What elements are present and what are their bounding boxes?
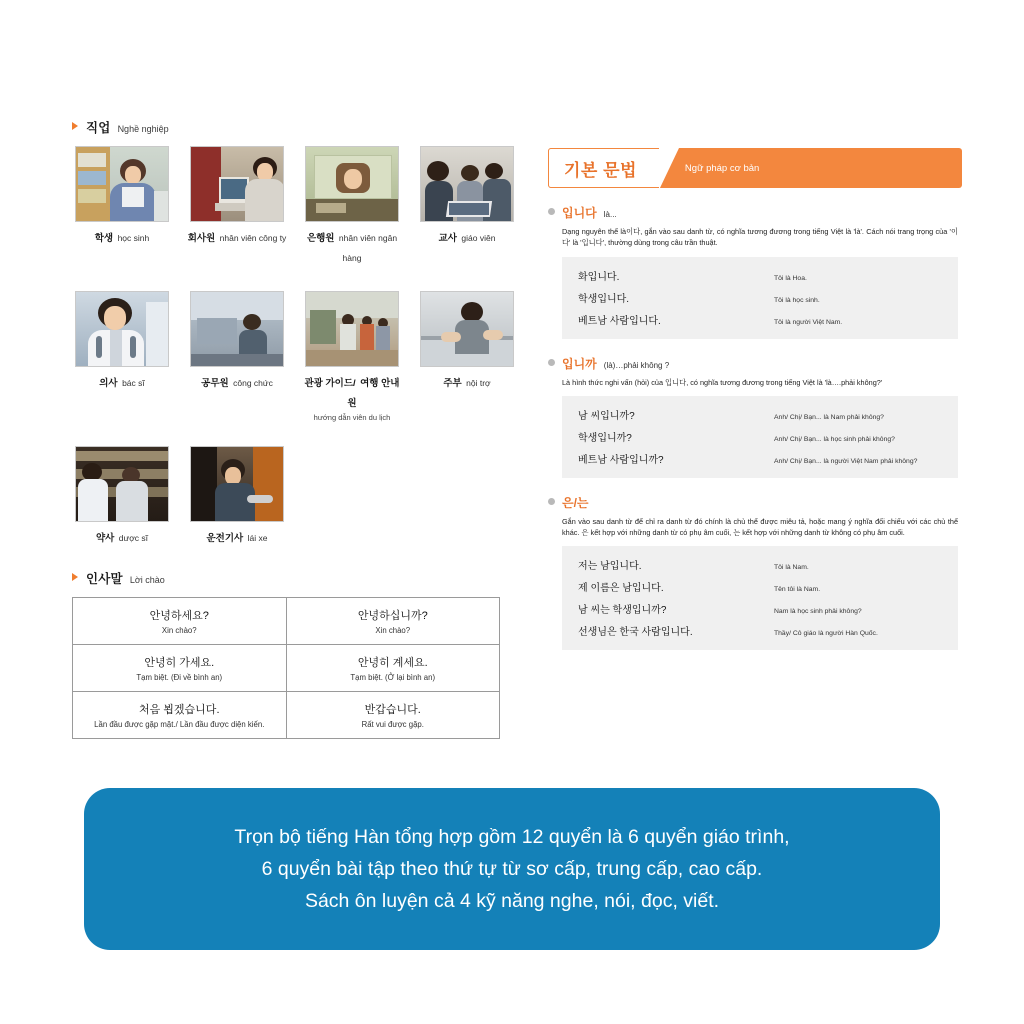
- greetings-table: [72, 597, 500, 739]
- job-label-korean: 회사원: [187, 233, 216, 244]
- job-label-korean: 관광 가이드/: [304, 378, 356, 389]
- greeting-cell: [286, 598, 500, 645]
- greeting-korean: 안녕히 가세요.: [144, 657, 215, 670]
- jobs-section-heading: [72, 118, 512, 136]
- example-vietnamese: Anh/ Chị/ Bạn... là Nam phải không?: [774, 413, 884, 421]
- job-photo-doctor: [75, 291, 169, 367]
- example-korean: 남 씨입니까?: [578, 410, 635, 422]
- job-caption: [439, 227, 496, 247]
- greeting-cell: [286, 692, 500, 739]
- job-label-korean: 교사: [438, 233, 457, 244]
- job-photo-bank-clerk: [305, 146, 399, 222]
- greeting-vietnamese: Xin chào?: [161, 626, 197, 636]
- grammar-keyword: 입니다: [562, 206, 597, 220]
- greeting-cell: [73, 645, 287, 692]
- left-column: [72, 118, 512, 739]
- job-item: [72, 291, 172, 422]
- promo-line-3: Sách ôn luyện cả 4 kỹ năng nghe, nói, đọc, viết.: [304, 890, 720, 913]
- example-row: [578, 601, 944, 616]
- promo-banner: [84, 788, 940, 950]
- example-vietnamese: Tôi là học sinh.: [774, 296, 820, 304]
- grammar-keyword: 입니까: [562, 356, 597, 371]
- job-item: [302, 146, 402, 267]
- example-row: [578, 312, 944, 327]
- grammar-banner: [548, 148, 962, 188]
- job-label-korean: 학생: [94, 233, 114, 244]
- job-label-korean: 주부: [443, 378, 462, 389]
- grammar-item-title: [548, 494, 962, 511]
- job-photo-pharmacist: [75, 446, 169, 522]
- greeting-vietnamese: Xin chào?: [375, 626, 411, 636]
- example-vietnamese: Anh/ Chị/ Bạn... là người Việt Nam phải không?: [774, 457, 918, 465]
- greeting-vietnamese: Lần đầu được gặp mặt./ Lần đầu được diện kiến.: [94, 720, 265, 730]
- jobs-heading-vietnamese: Nghề nghiệp: [117, 124, 169, 134]
- job-label-vietnamese: dược sĩ: [118, 533, 149, 544]
- grammar-banner-korean: 기본 문법: [564, 160, 637, 180]
- job-photo-tour-guide: [305, 291, 399, 367]
- example-korean: 제 이름은 남입니다.: [578, 583, 664, 595]
- jobs-grid: [72, 146, 512, 547]
- job-label-korean: 운전기사: [206, 533, 244, 545]
- job-caption: [95, 227, 149, 247]
- example-korean: 남 씨는 학생입니까?: [578, 605, 667, 617]
- job-caption: [302, 372, 402, 422]
- job-item: [187, 446, 287, 547]
- example-korean: 베트남 사람입니다.: [578, 315, 661, 327]
- greeting-korean: 안녕하세요?: [149, 610, 209, 623]
- greeting-korean: 안녕히 계세요.: [357, 657, 428, 670]
- job-label-vietnamese: công chức: [233, 378, 273, 388]
- table-row: [73, 645, 500, 692]
- promo-banner-text: [234, 821, 789, 918]
- grammar-item-title: [548, 204, 962, 221]
- job-item: [187, 146, 287, 267]
- example-korean: 선생님은 한국 사람입니다.: [578, 627, 693, 639]
- example-row: [578, 429, 944, 444]
- greeting-cell: [286, 645, 500, 692]
- job-label-vietnamese: bác sĩ: [122, 378, 145, 388]
- job-label-vietnamese: hướng dẫn viên du lịch: [313, 413, 391, 422]
- promo-line-2: 6 quyển bài tập theo thứ tự từ sơ cấp, trung cấp, cao cấp.: [261, 857, 763, 880]
- triangle-bullet-icon: [72, 573, 78, 581]
- example-vietnamese: Tôi là người Việt Nam.: [774, 318, 843, 326]
- example-row: [578, 557, 944, 572]
- example-row: [578, 290, 944, 305]
- greetings-section-heading: [72, 569, 512, 587]
- triangle-bullet-icon: [72, 122, 78, 130]
- job-label-korean: 공무원: [201, 378, 229, 389]
- example-vietnamese: Anh/ Chị/ Bạn... là học sinh phải không?: [774, 435, 895, 443]
- greetings-heading-vietnamese: Lời chào: [129, 575, 165, 586]
- example-korean: 학생입니다.: [578, 293, 630, 305]
- right-column: [548, 148, 962, 650]
- greeting-korean: 안녕하십니까?: [357, 610, 428, 623]
- grammar-description: Gắn vào sau danh từ để chỉ ra danh từ đó chính là chủ thể được miêu tả, hoặc mang ý nghĩa đối chiếu với các chủ thể khác. 은 kết hợp với những danh từ có phụ âm cuối, 는 kết hợp với những danh từ không có phụ âm cuối.: [562, 516, 958, 538]
- grammar-item: [548, 355, 962, 478]
- grammar-examples-box: [562, 257, 958, 339]
- job-label-korean: 의사: [99, 378, 118, 389]
- greetings-section: [72, 569, 512, 739]
- job-caption: [188, 227, 287, 247]
- job-photo-student: [75, 146, 169, 222]
- example-vietnamese: Thầy/ Cô giáo là người Hàn Quốc.: [774, 630, 878, 638]
- grammar-note: là...: [603, 210, 617, 219]
- example-korean: 화입니다.: [578, 271, 620, 283]
- job-caption: [96, 527, 148, 547]
- grammar-examples-box: [562, 396, 958, 478]
- job-photo-driver: [190, 446, 284, 522]
- job-caption: [201, 372, 273, 392]
- greeting-cell: [73, 692, 287, 739]
- job-item: [72, 146, 172, 267]
- job-caption: [443, 372, 490, 392]
- job-label-korean: 은행원: [306, 233, 335, 244]
- job-photo-teacher: [420, 146, 514, 222]
- example-row: [578, 451, 944, 466]
- job-item: [72, 446, 172, 547]
- job-photo-office-worker: [190, 146, 284, 222]
- greeting-korean: 처음 뵙겠습니다.: [139, 704, 220, 717]
- example-korean: 학생입니까?: [578, 432, 632, 444]
- job-item: [417, 146, 517, 267]
- job-label-vietnamese: lái xe: [247, 533, 268, 544]
- example-row: [578, 268, 944, 283]
- example-vietnamese: Tôi là Nam.: [774, 564, 809, 572]
- bullet-dot-icon: [548, 498, 555, 505]
- table-row: [73, 692, 500, 739]
- grammar-description: Dạng nguyên thể là이다, gắn vào sau danh từ, có nghĩa tương đương trong tiếng Việt là 'là'. Cách nói trang trọng của '이다' là '입니다', thường dùng trong câu trần thuật.: [562, 227, 958, 248]
- job-label-korean: 약사: [95, 533, 115, 545]
- job-item: [302, 291, 402, 422]
- bullet-dot-icon: [548, 208, 555, 215]
- greeting-cell: [73, 598, 287, 645]
- greeting-vietnamese: Rất vui được gặp.: [361, 720, 424, 730]
- example-vietnamese: Nam là học sinh phải không?: [774, 608, 862, 616]
- example-korean: 베트남 사람입니까?: [578, 454, 664, 466]
- grammar-item: [548, 204, 962, 339]
- example-row: [578, 623, 944, 638]
- job-caption: [206, 527, 267, 547]
- job-photo-civil-servant: [190, 291, 284, 367]
- job-label-vietnamese: học sinh: [117, 233, 150, 243]
- example-korean: 저는 남입니다.: [578, 561, 642, 573]
- greeting-korean: 반갑습니다.: [364, 704, 421, 717]
- grammar-item-title: [548, 355, 962, 372]
- bullet-dot-icon: [548, 359, 555, 366]
- greetings-heading-korean: 인사말: [86, 572, 123, 587]
- job-label-korean-2: 여행 안내원: [347, 378, 400, 409]
- grammar-item: [548, 494, 962, 651]
- example-vietnamese: Tôi là Hoa.: [774, 274, 807, 282]
- greeting-vietnamese: Tạm biệt. (Ở lại bình an): [350, 673, 436, 683]
- grammar-keyword: 은/는: [562, 495, 589, 510]
- grammar-examples-box: [562, 546, 958, 650]
- job-label-vietnamese: nội trợ: [466, 378, 491, 388]
- example-row: [578, 407, 944, 422]
- job-caption: [99, 372, 145, 392]
- grammar-note: (là)…phải không ?: [603, 360, 670, 370]
- grammar-banner-vietnamese: Ngữ pháp cơ bản: [684, 162, 760, 174]
- promo-line-1: Trọn bộ tiếng Hàn tổng hợp gồm 12 quyển là 6 quyển giáo trình,: [234, 825, 790, 848]
- job-label-vietnamese: nhân viên công ty: [219, 233, 287, 243]
- greeting-vietnamese: Tạm biệt. (Đi về bình an): [136, 673, 223, 683]
- job-item: [417, 291, 517, 422]
- table-row: [73, 598, 500, 645]
- job-item: [187, 291, 287, 422]
- job-photo-housewife: [420, 291, 514, 367]
- job-label-vietnamese: giáo viên: [461, 233, 496, 243]
- example-row: [578, 579, 944, 594]
- example-vietnamese: Tên tôi là Nam.: [774, 586, 821, 594]
- jobs-heading-korean: 직업: [86, 121, 111, 135]
- job-caption: [302, 227, 402, 267]
- grammar-description: Là hình thức nghi vấn (hỏi) của 입니다, có nghĩa tương đương trong tiếng Việt là 'là….phải không?': [562, 377, 883, 387]
- job-label-vietnamese: nhân viên ngân hàng: [338, 233, 398, 263]
